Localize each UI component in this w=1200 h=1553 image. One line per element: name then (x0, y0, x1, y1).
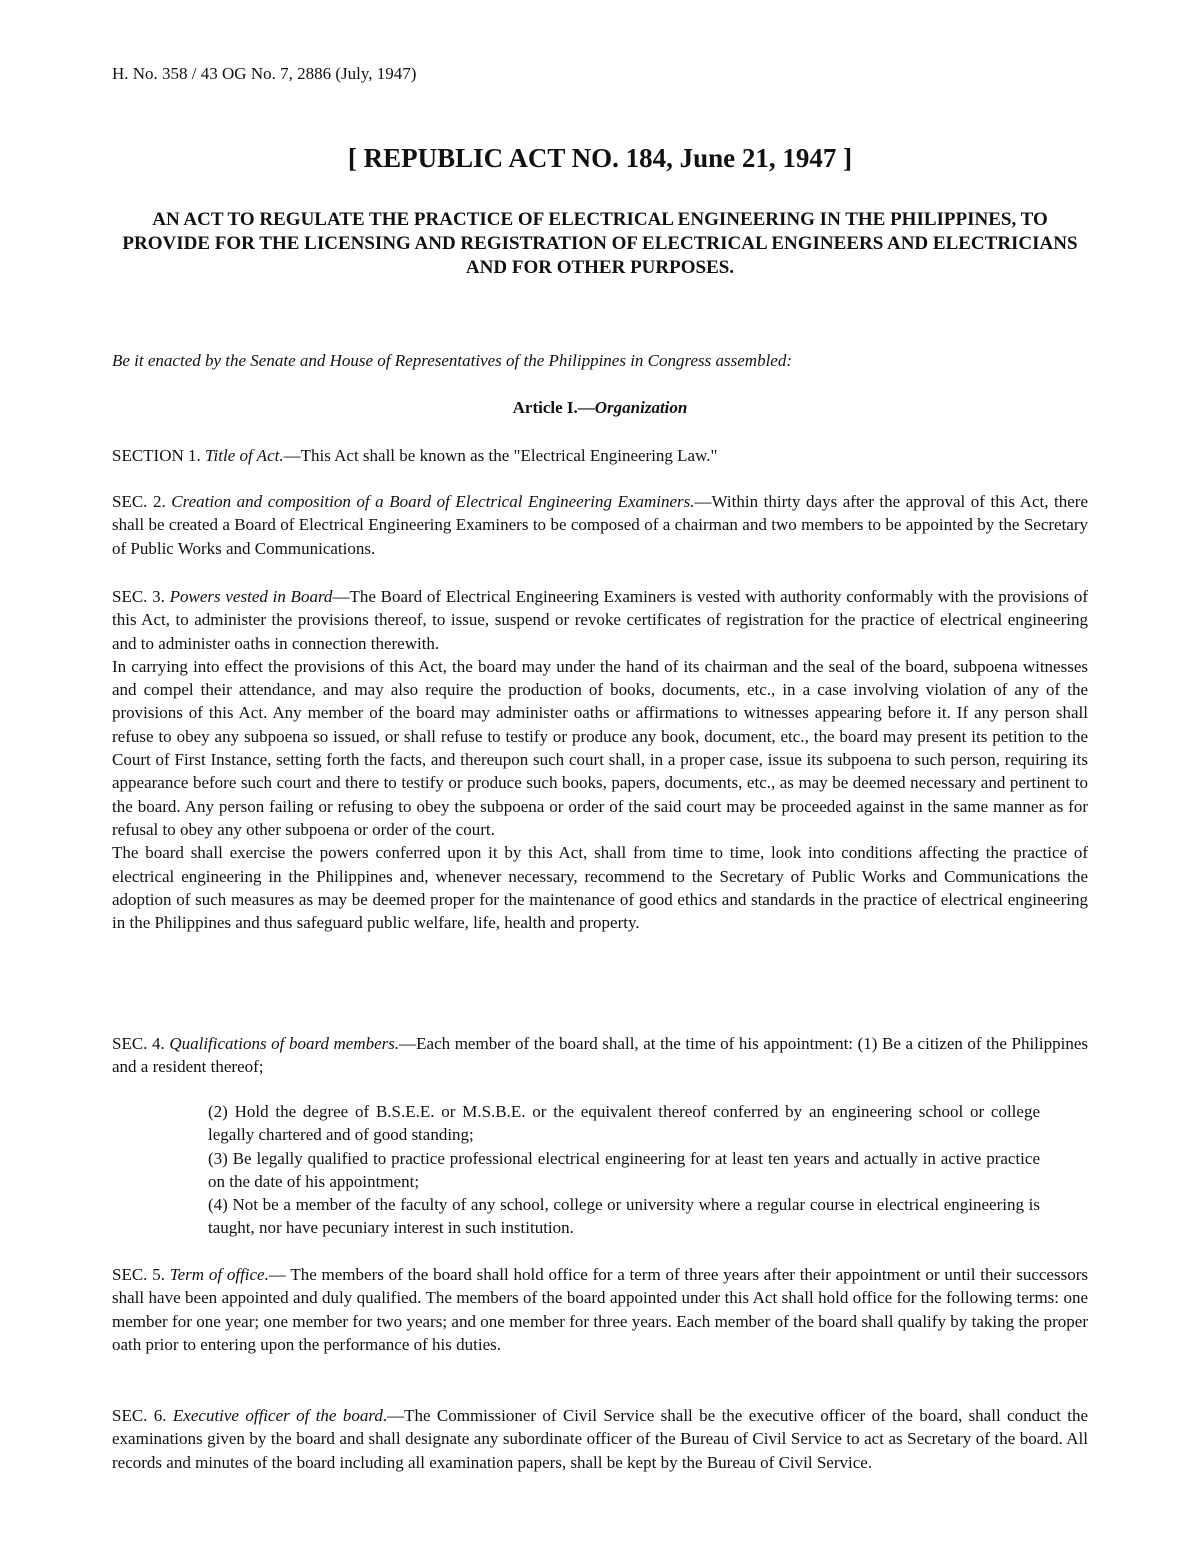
section-1-body: —This Act shall be known as the "Electrical Engineering Law." (283, 446, 718, 465)
section-4-body: —Each member of the board shall, at the time of his appointment: (1) Be a citizen of the Philippines and a resident thereof; (112, 1034, 1089, 1077)
section-4-list (208, 1100, 1040, 1240)
section-4 (112, 1032, 1088, 1079)
section-6-prefix: SEC. 6. (112, 1406, 173, 1425)
section-3-prefix: SEC. 3. (112, 587, 170, 606)
list-item: (2) Hold the degree of B.S.E.E. or M.S.B.E. or the equivalent thereof conferred by an engineering school or college legally chartered and of good standing; (208, 1102, 1040, 1145)
enacting-clause: Be it enacted by the Senate and House of Representatives of the Philippines in Congress assembled: (112, 351, 793, 370)
section-4-heading: Qualifications of board members. (169, 1034, 400, 1053)
section-4-prefix: SEC. 4. (112, 1034, 170, 1053)
section-5-heading: Term of office. (169, 1265, 269, 1284)
section-6-body: .—The Commissioner of Civil Service shall be the executive officer of the board, shall conduct the examinations given by the board and shall designate any subordinate officer of the Bureau of Civil Service to act as Secretary of the board. All records and minutes of the board including all examination papers, shall be kept by the Bureau of Civil Service. (112, 1406, 1088, 1472)
article-label: Article I.— (512, 398, 595, 417)
section-3-para-2: In carrying into effect the provisions of this Act, the board may under the hand of its chairman and the seal of the board, subpoena witnesses and compel their attendance, and may also require the production of books, documents, etc., in a case involving violation of any of the provisions of this Act. Any member of the board may administer oaths or affirmations to witnesses appearing before it. If any person shall refuse to obey any subpoena so issued, or shall refuse to testify or produce any book, document, etc., the board may present its petition to the Court of First Instance, setting forth the facts, and thereupon such court shall, in a proper case, issue its subpoena to such person, requiring its appearance before such court and there to testify or produce such books, papers, documents, etc., as may be deemed necessary and pertinent to the board. Any person failing or refusing to obey the subpoena or order of the said court may be proceeded against in the same manner as for refusal to obey any other subpoena or order of the court. (112, 656, 1088, 839)
section-3-para-3: The board shall exercise the powers conferred upon it by this Act, shall from time to time, look into conditions affecting the practice of electrical engineering in the Philippines and, whenever necessary, recommend to the Secretary of Public Works and Communications the adoption of such measures as may be deemed proper for the maintenance of good ethics and standards in the practice of electrical engineering in the Philippines and thus safeguard public welfare, life, health and property. (112, 843, 1088, 933)
section-2-heading: Creation and composition of a Board of Electrical Engineering Examiners. (171, 492, 695, 511)
section-6 (112, 1404, 1088, 1474)
section-5 (112, 1263, 1088, 1356)
section-3-para-1 (112, 585, 1088, 655)
list-item: (4) Not be a member of the faculty of any school, college or university where a regular course in electrical engineering is taught, nor have pecuniary interest in such institution. (208, 1195, 1040, 1238)
section-2-prefix: SEC. 2. (112, 492, 172, 511)
section-1 (112, 444, 1088, 467)
section-3-heading: Powers vested in Board (169, 587, 333, 606)
section-2 (112, 490, 1088, 560)
section-1-prefix: SECTION 1. (112, 446, 206, 465)
section-6-heading: Executive officer of the board (172, 1406, 383, 1425)
list-item: (3) Be legally qualified to practice professional electrical engineering for at least ten years and actually in active practice on the date of his appointment; (208, 1148, 1040, 1191)
act-title: [ REPUBLIC ACT NO. 184, June 21, 1947 ] (347, 143, 853, 173)
section-2-body: —Within thirty days after the approval of this Act, there shall be created a Board of Electrical Engineering Examiners to be composed of a chairman and two members to be appointed by the Secretary of Public Works and Communications. (112, 492, 1088, 558)
section-3 (112, 585, 1088, 934)
section-3-body: —The Board of Electrical Engineering Examiners is vested with authority conformably with the provisions of this Act, to administer the provisions thereof, to issue, suspend or revoke certificates of registration for the practice of electrical engineering and to administer oaths in connection therewith. (112, 587, 1088, 653)
section-5-prefix: SEC. 5. (112, 1265, 170, 1284)
article-subheading: Organization (594, 398, 688, 417)
act-subtitle: AN ACT TO REGULATE THE PRACTICE OF ELECTRICAL ENGINEERING IN THE PHILIPPINES, TO PROVIDE FOR THE LICENSING AND REGISTRATION OF ELECTRICAL ENGINEERS AND ELECTRICIANS AND FOR OTHER PURPOSES. (122, 209, 1078, 278)
article-heading (0, 398, 1200, 418)
section-1-heading: Title of Act. (205, 446, 284, 465)
section-5-body: — The members of the board shall hold office for a term of three years after their appointment or until their successors shall have been appointed and duly qualified. The members of the board appointed under this Act shall hold office for the following terms: one member for one year; one member for two years; and one member for three years. Each member of the board shall qualify by taking the proper oath prior to entering upon the performance of his duties. (112, 1265, 1088, 1354)
document-reference: H. No. 358 / 43 OG No. 7, 2886 (July, 1947) (112, 64, 417, 83)
